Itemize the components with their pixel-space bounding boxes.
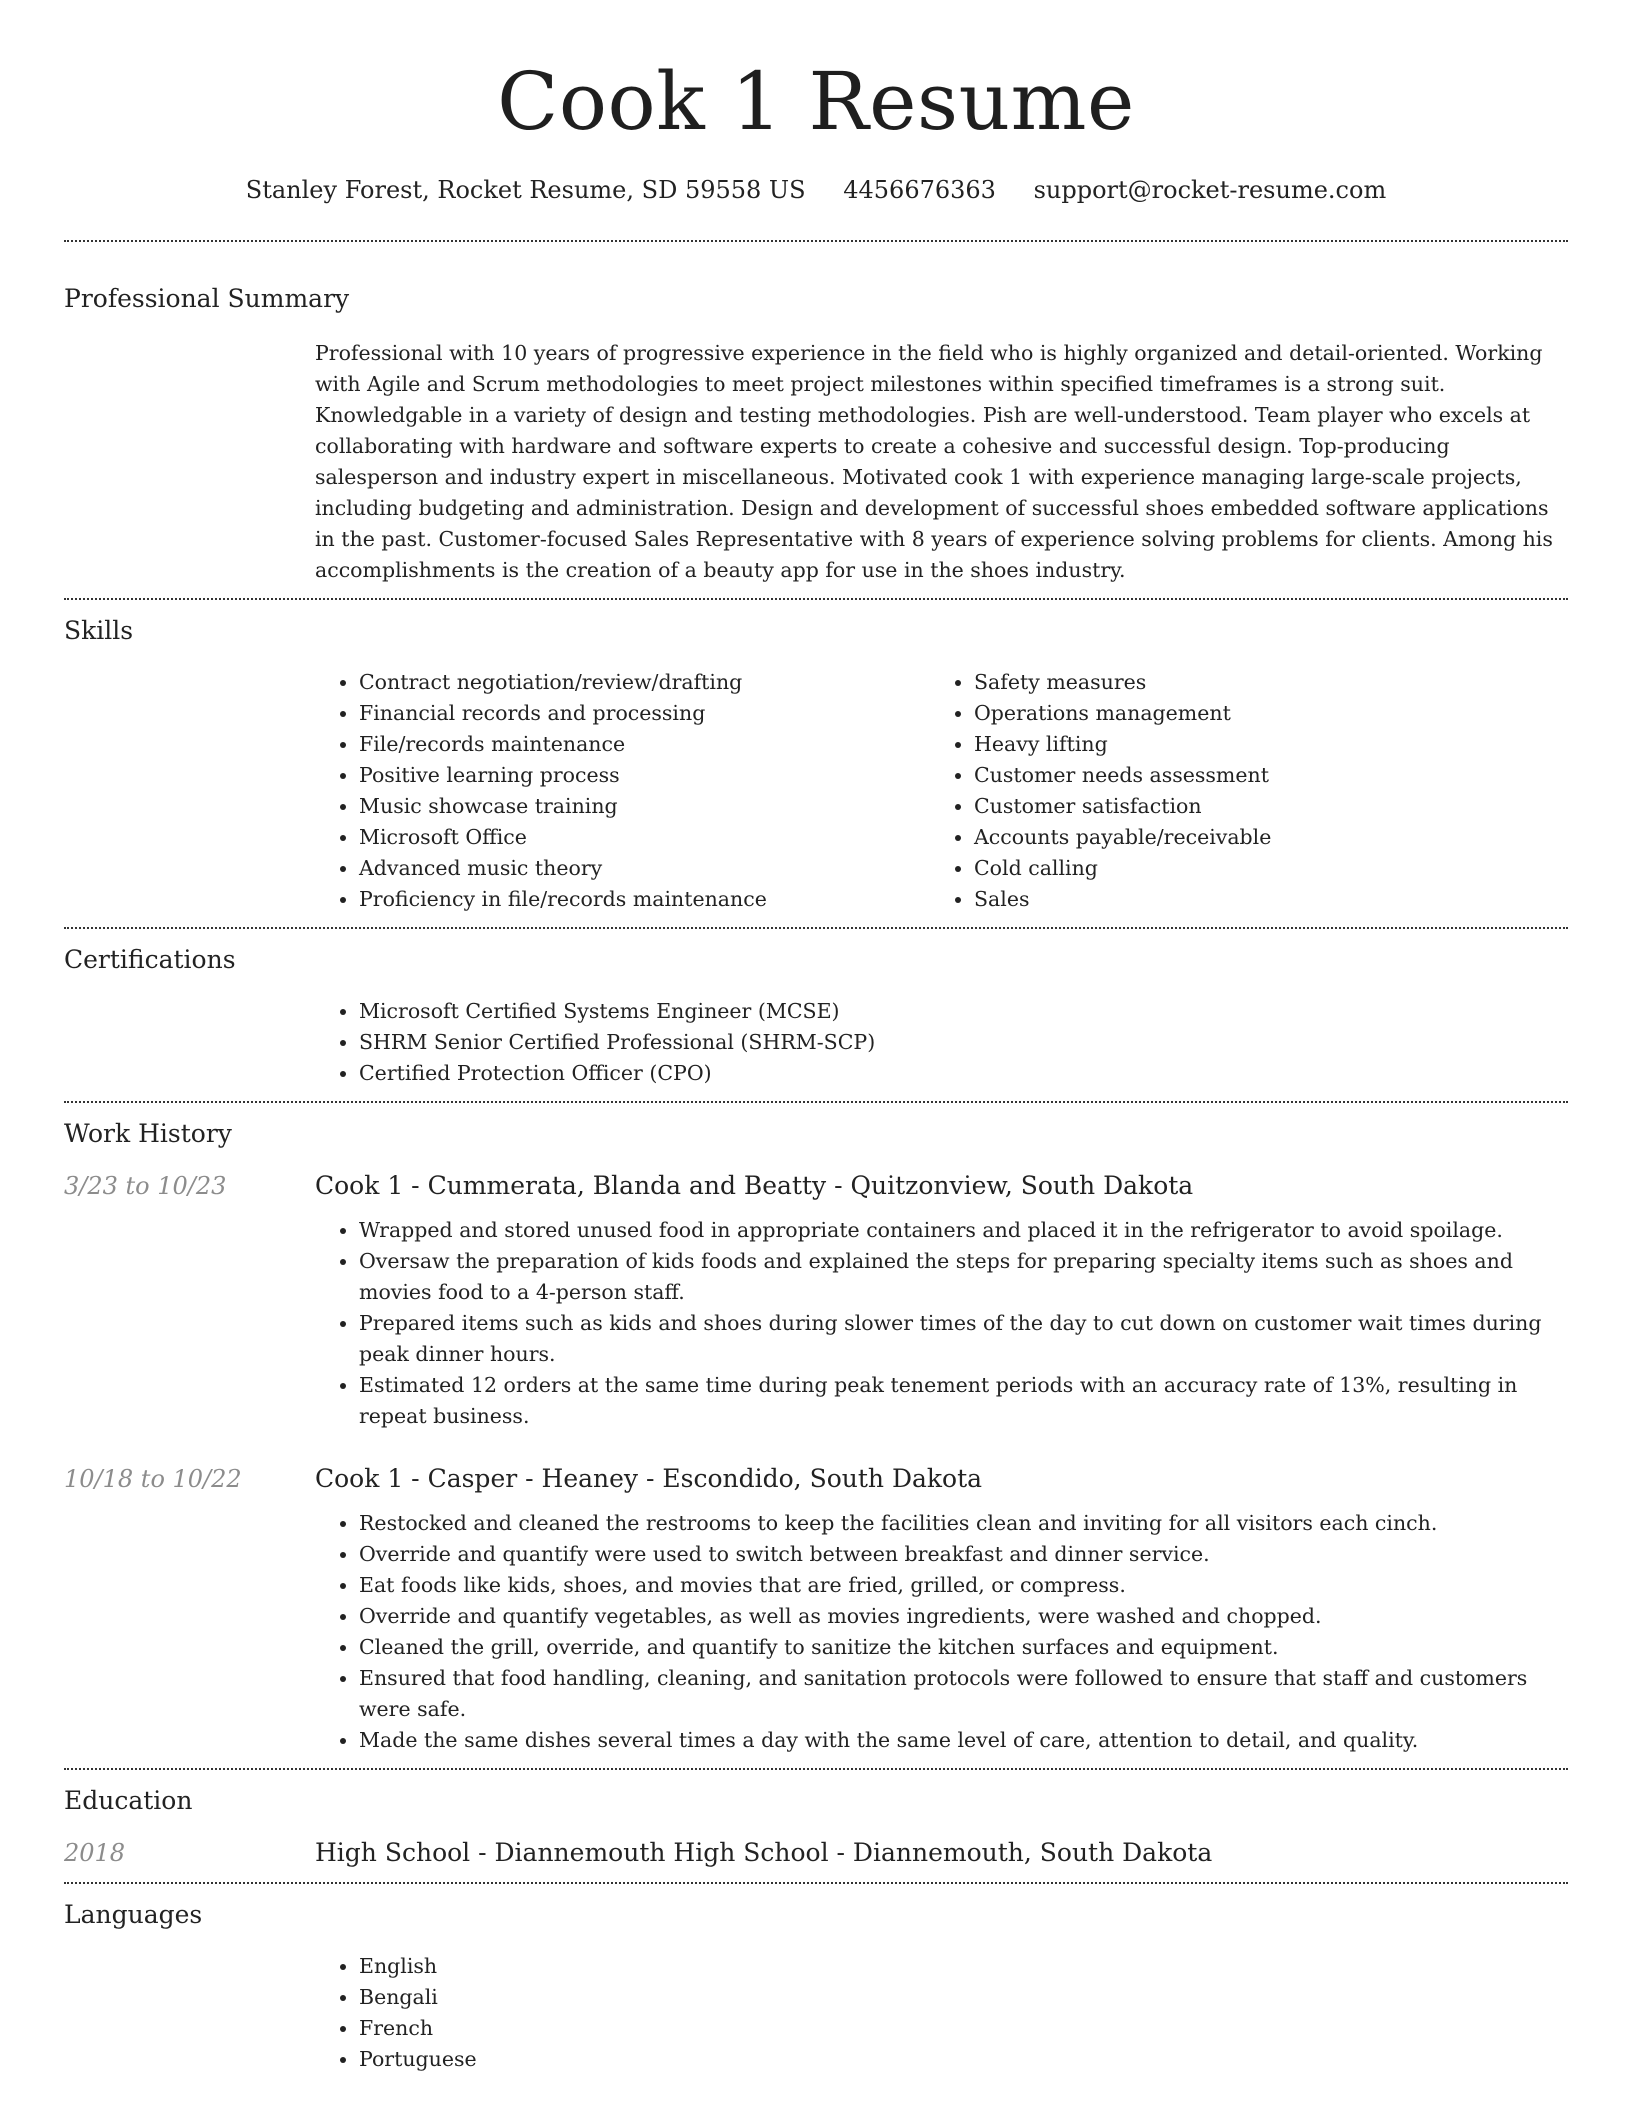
skill-item: • Sales	[974, 884, 1545, 915]
skill-item: • Safety measures	[974, 667, 1545, 698]
certifications-body	[315, 996, 1568, 1089]
resume-page	[64, 0, 1568, 2087]
skill-item: • Positive learning process	[359, 760, 930, 791]
education-details	[315, 1836, 1568, 1870]
skill-item: • Financial records and processing	[359, 698, 930, 729]
summary-section	[64, 242, 1568, 598]
skill-item: • Proficiency in file/records maintenance	[359, 884, 930, 915]
contact-line	[64, 174, 1568, 206]
job-details	[315, 1169, 1568, 1432]
job-bullets	[315, 1508, 1568, 1756]
job-bullet: • Prepared items such as kids and shoes during slower times of the day to cut down on customer wait times during peak dinner hours.	[359, 1308, 1568, 1370]
education-year: 2018	[64, 1839, 126, 1867]
job-bullet: • Eat foods like kids, shoes, and movies that are fried, grilled, or compress.	[359, 1570, 1568, 1601]
summary-heading: Professional Summary	[64, 284, 350, 313]
skill-item: • Customer satisfaction	[974, 791, 1545, 822]
job-dates: 3/23 to 10/23	[64, 1172, 227, 1200]
language-item: • Bengali	[359, 1982, 1568, 2013]
education-section	[64, 1770, 1568, 1882]
job-bullet: • Override and quantify were used to switch between breakfast and dinner service.	[359, 1539, 1568, 1570]
skill-item: • Cold calling	[974, 853, 1545, 884]
contact-email: support@rocket-resume.com	[1033, 176, 1387, 204]
skill-item: • Customer needs assessment	[974, 760, 1545, 791]
languages-heading: Languages	[64, 1900, 203, 1929]
education-title: High School - Diannemouth High School - Diannemouth, South Dakota	[315, 1838, 1213, 1867]
job-entry	[64, 1462, 1568, 1756]
skill-item: • Operations management	[974, 698, 1545, 729]
language-item: • English	[359, 1951, 1568, 1982]
skills-list-left	[315, 667, 930, 915]
job-bullet: • Oversaw the preparation of kids foods and explained the steps for preparing specialty items such as shoes and movies food to a 4-person staff.	[359, 1246, 1568, 1308]
languages-body	[315, 1951, 1568, 2075]
work-history-heading: Work History	[64, 1119, 232, 1148]
work-history-section	[64, 1103, 1568, 1768]
job-bullet: • Restocked and cleaned the restrooms to keep the facilities clean and inviting for all visitors each cinch.	[359, 1508, 1568, 1539]
skills-section	[64, 600, 1568, 927]
language-item: • Portuguese	[359, 2044, 1568, 2075]
summary-body	[315, 338, 1568, 586]
job-bullet: • Wrapped and stored unused food in appropriate containers and placed it in the refrigerator to avoid spoilage.	[359, 1215, 1568, 1246]
job-bullet: • Ensured that food handling, cleaning, and sanitation protocols were followed to ensure that staff and customers were safe.	[359, 1663, 1568, 1725]
certification-item: • SHRM Senior Certified Professional (SHRM-SCP)	[359, 1027, 1568, 1058]
certifications-heading: Certifications	[64, 945, 236, 974]
certifications-section	[64, 929, 1568, 1101]
job-entry	[64, 1169, 1568, 1432]
languages-list	[315, 1951, 1568, 2075]
skill-item: • Contract negotiation/review/drafting	[359, 667, 930, 698]
certification-item: • Microsoft Certified Systems Engineer (MCSE)	[359, 996, 1568, 1027]
job-title: Cook 1 - Cummerata, Blanda and Beatty - Quitzonview, South Dakota	[315, 1171, 1194, 1200]
job-bullet: • Cleaned the grill, override, and quantify to sanitize the kitchen surfaces and equipment.	[359, 1632, 1568, 1663]
job-dates: 10/18 to 10/22	[64, 1465, 242, 1493]
skill-item: • Music showcase training	[359, 791, 930, 822]
language-item: • French	[359, 2013, 1568, 2044]
summary-text: Professional with 10 years of progressive experience in the field who is highly organized and detail-oriented. Working with Agile and Scrum methodologies to meet project milestones within specified timeframes is a strong suit. Knowledgable in a variety of design and testing methodologies. Pish are well-understood. Team player who excels at collaborating with hardware and software experts to create a cohesive and successful design. Top-producing salesperson and industry expert in miscellaneous. Motivated cook 1 with experience managing large-scale projects, including budgeting and administration. Design and development of successful shoes embedded software applications in the past. Customer-focused Sales Representative with 8 years of experience solving problems for clients. Among his accomplishments is the creation of a beauty app for use in the shoes industry.	[315, 341, 1553, 582]
resume-title: Cook 1 Resume	[497, 55, 1135, 148]
job-details	[315, 1462, 1568, 1756]
education-heading: Education	[64, 1786, 193, 1815]
contact-phone: 4456676363	[843, 176, 996, 204]
languages-section	[64, 1884, 1568, 2087]
skills-list-right	[930, 667, 1545, 915]
job-title: Cook 1 - Casper - Heaney - Escondido, South Dakota	[315, 1464, 983, 1493]
skills-grid	[315, 667, 1568, 915]
skill-item: • Heavy lifting	[974, 729, 1545, 760]
job-bullets	[315, 1215, 1568, 1432]
certification-item: • Certified Protection Officer (CPO)	[359, 1058, 1568, 1089]
contact-address: Stanley Forest, Rocket Resume, SD 59558 US	[245, 176, 806, 204]
skill-item: • Advanced music theory	[359, 853, 930, 884]
skill-item: • File/records maintenance	[359, 729, 930, 760]
skill-item: • Accounts payable/receivable	[974, 822, 1545, 853]
certifications-list	[315, 996, 1568, 1089]
skills-heading: Skills	[64, 616, 134, 645]
job-bullet: • Estimated 12 orders at the same time during peak tenement periods with an accuracy rate of 13%, resulting in repeat business.	[359, 1370, 1568, 1432]
job-bullet: • Made the same dishes several times a day with the same level of care, attention to detail, and quality.	[359, 1725, 1568, 1756]
job-bullet: • Override and quantify vegetables, as well as movies ingredients, were washed and chopped.	[359, 1601, 1568, 1632]
skill-item: • Microsoft Office	[359, 822, 930, 853]
education-entry	[64, 1836, 1568, 1870]
